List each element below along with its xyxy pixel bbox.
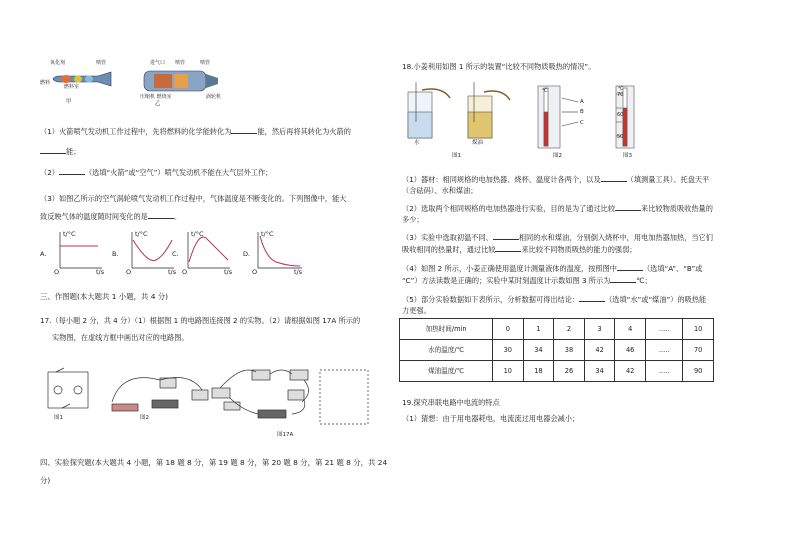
q18-p5-line2: 力更强。	[402, 306, 431, 315]
graph-d-ylabel: t/°C	[261, 230, 274, 238]
circuit-physical-fig17a	[212, 370, 309, 418]
graph-d-xlabel: t/s	[294, 268, 303, 276]
table-cell: 90	[683, 361, 714, 382]
caption-yi: 乙	[155, 101, 161, 107]
section-4-heading: 四、实验探究题(本大题共 4 小题，第 18 题 8 分，第 19 题 8 分，第 20 题 8 分，第 21 题 8 分，共 24	[40, 458, 388, 467]
table-cell: 38	[554, 340, 585, 361]
q18-p2-line1: （2）选取两个相同规格的电加热器进行实验，目的是为了通过比较 来比较物质吸收热量的	[402, 204, 713, 213]
table-cell: 42	[615, 361, 646, 382]
fig2-label-a: A	[580, 99, 584, 105]
q19-title: 19.探究串联电路中电流的特点	[402, 398, 500, 407]
q18-p2-line2: 多少；	[402, 215, 424, 224]
fig1-caption: 图1	[54, 415, 63, 421]
fig3-70: 70	[617, 92, 624, 98]
graph-b-letter[interactable]: B.	[112, 250, 119, 258]
table-cell: .....	[645, 340, 682, 361]
rocket-engine-figure	[53, 72, 111, 86]
caption-jia: 甲	[66, 99, 72, 105]
q18-p1-line2: （含砝码）、水和煤油；	[402, 186, 478, 195]
fig2-label-b: B	[580, 109, 584, 115]
beaker-water-label: 水	[414, 140, 420, 146]
jet-label-turbine: 涡轮机	[206, 94, 222, 100]
fig3-caption: 图3	[623, 153, 632, 159]
graph-a-origin: O	[54, 268, 60, 276]
jet-engine-figure	[144, 71, 218, 91]
graph-b-ylabel: t/°C	[135, 230, 148, 238]
q18-p3-line2: 吸收相同的热量时，通过比较 来比较不同物质吸热的能力的强弱；	[402, 245, 637, 254]
table-cell: 26	[554, 361, 585, 382]
q18-p5-line1: （5）部分实验数据如下表所示，分析数据可得出结论： （选填“水”或“煤油”）的吸热能	[402, 295, 707, 304]
table-cell: 34	[584, 361, 615, 382]
table-cell: 2	[554, 319, 585, 340]
fig3-degc: ℃	[618, 86, 624, 92]
table-cell: 70	[683, 340, 714, 361]
q2-line: （2） （选填“火箭”或“空气”）喷气发动机不能在大气层外工作；	[40, 168, 273, 177]
answer-blank[interactable]	[493, 232, 519, 240]
table-cell: 10	[493, 361, 524, 382]
beaker-oil	[468, 82, 510, 138]
answer-dashed-box	[320, 370, 368, 424]
graph-c-origin: O	[182, 268, 188, 276]
rocket-label-fuel: 燃料	[40, 80, 51, 86]
rocket-label-chamber: 燃料室	[64, 84, 80, 90]
answer-blank[interactable]	[601, 174, 627, 182]
q19-item-1: （1）猜想：由于用电器耗电，电流流过用电器会减小；	[402, 414, 580, 423]
graph-d-origin: O	[252, 268, 258, 276]
section-3-heading: 三、作图题(本大题共 1 小题，共 4 分)	[40, 292, 169, 301]
circuit-figures	[42, 362, 372, 434]
q18-p1-line1: （1）器材：相同规格的电加热器、烧杯、温度计各两个，以及 （填测量工具）、托盘天平	[402, 175, 710, 184]
graph-c-xlabel: t/s	[224, 268, 233, 276]
fig2-caption-right: 图2	[553, 153, 562, 159]
table-cell: 0	[493, 319, 524, 340]
graph-a-xlabel: t/s	[96, 268, 105, 276]
fig2-degc: ℃	[542, 88, 548, 94]
section-4-heading-2: 分)	[40, 476, 51, 485]
table-cell: 3	[584, 319, 615, 340]
jet-label-compressor: 压缩机 燃烧室	[140, 94, 172, 100]
answer-blank[interactable]	[495, 244, 521, 252]
q1-line: （1）火箭喷气发动机工作过程中，先将燃料的化学能转化为 能，然后再将其转化为火箭的	[40, 127, 351, 136]
q18-p4-line2: “C”）方法读数是正确的；实验中某时刻温度计示数如图 3 所示为 ℃；	[402, 276, 652, 285]
answer-blank[interactable]	[59, 167, 85, 175]
table-cell: 水的温度/℃	[400, 340, 493, 361]
q18-title: 18.小姜利用如图 1 所示的装置“比较不同物质吸热的情况”。	[402, 62, 596, 71]
q18-p4-line1: （4）如图 2 所示，小姜正确使用温度计测量液体的温度，按照图中 （选填“A”、“B”或	[402, 264, 703, 273]
fig3-60: 60	[617, 112, 624, 118]
answer-blank[interactable]	[610, 275, 636, 283]
table-row	[400, 361, 714, 382]
graph-a-ylabel: t/°C	[63, 230, 76, 238]
beaker-water	[408, 82, 450, 138]
table-cell: 10	[683, 319, 714, 340]
fig3-50: 50	[617, 134, 624, 140]
fig2-label-c: C	[580, 120, 584, 126]
circuit-physical-fig2	[112, 378, 208, 411]
graph-b-xlabel: t/s	[168, 268, 177, 276]
table-cell: 加热时间/min	[400, 319, 493, 340]
table-cell: 34	[523, 340, 554, 361]
answer-blank[interactable]	[617, 263, 643, 271]
answer-blank[interactable]	[231, 126, 257, 134]
fig1-label: 图1	[452, 153, 461, 159]
answer-blank[interactable]	[615, 203, 641, 211]
table-cell: 42	[584, 340, 615, 361]
beaker-oil-label: 煤油	[472, 140, 484, 146]
answer-blank[interactable]	[148, 211, 174, 219]
table-header-row	[400, 319, 714, 340]
table-row	[400, 340, 714, 361]
thermometer-fig2	[538, 86, 578, 148]
graph-a-letter[interactable]: A.	[40, 250, 47, 258]
rocket-label-nozzle: 喷管	[96, 60, 107, 66]
table-cell: 煤油温度/℃	[400, 361, 493, 382]
q1-line-2: 能；	[40, 146, 80, 157]
fig17a-caption: 图17A	[277, 432, 294, 438]
graph-d-letter[interactable]: D.	[243, 250, 251, 258]
answer-blank[interactable]	[40, 146, 66, 154]
q17-line-1: 17.（每小题 2 分，共 4 分）（1）根据图 1 的电路图连接图 2 的实物。（2）请根据如图 17A 所示的	[40, 316, 361, 325]
q17-line-2: 实物图，在虚线方框中画出对应的电路图。	[52, 333, 189, 342]
table-cell: .....	[645, 319, 682, 340]
jet-label-inlet: 进气口	[150, 60, 166, 66]
fig2-caption: 图2	[140, 415, 149, 421]
jet-label-nozzle: 喷管	[175, 60, 186, 66]
table-cell: 46	[615, 340, 646, 361]
apparatus-figures	[402, 82, 642, 154]
table-cell: 4	[615, 319, 646, 340]
table-cell: 18	[523, 361, 554, 382]
q3-line-2: 致反映气体的温度随时间变化的是 。	[40, 212, 182, 221]
circuit-schematic-fig1	[48, 368, 88, 408]
graph-b-origin: O	[126, 268, 132, 276]
graph-c-letter[interactable]: C.	[172, 250, 179, 258]
heating-data-table	[399, 318, 714, 382]
graph-c-ylabel: t/°C	[191, 230, 204, 238]
table-cell: 1	[523, 319, 554, 340]
table-cell: .....	[645, 361, 682, 382]
rocket-label-oxidizer: 氧化剂	[50, 60, 66, 66]
q18-p3-line1: （3）实验中选取初温不同、 相同的水和煤油，分别倒入烧杯中，用电加热器加热，当它们	[402, 233, 713, 242]
jet-label-nozzle-2: 喷管	[200, 60, 211, 66]
table-cell: 30	[493, 340, 524, 361]
q3-line-1: （3）如图乙所示的空气涡轮喷气发动机工作过程中，气体温度是不断变化的。下列图像中，能大	[40, 194, 347, 203]
answer-blank[interactable]	[579, 294, 605, 302]
